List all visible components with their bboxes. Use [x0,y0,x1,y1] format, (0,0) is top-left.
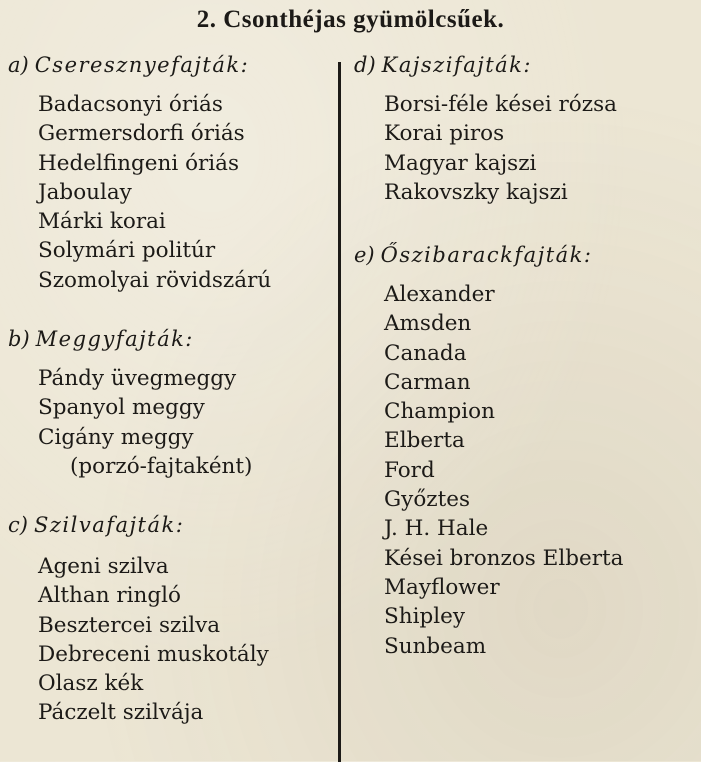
list-item: Elberta [384,428,465,454]
section-heading [354,50,617,86]
list-item: Szomolyai rövidszárú [38,267,272,293]
list-item: Kései bronzos Elberta [384,545,624,571]
section-title: Őszibarackfajták: [380,243,593,267]
section-letter: d) [354,53,376,77]
section-title: Meggyfajták: [35,327,194,351]
list-item: Cigány meggy [38,424,194,450]
variety-list [8,90,271,295]
section-kajszi [354,50,617,207]
list-item: Páczelt szilvája [38,700,204,726]
list-item-note: (porzó-fajtaként) [70,453,253,479]
list-item: Borsi-féle kései rózsa [384,92,617,117]
section-title: Cseresznyefajták: [34,53,250,77]
list-item: Spanyol meggy [38,395,205,421]
section-heading [354,240,623,276]
section-letter: a) [8,53,29,77]
list-item: Champion [384,399,495,425]
list-item: Alexander [384,282,495,307]
page-title: 2. Csonthéjas gyümölcsűek. [196,6,505,33]
list-item: Pándy üvegmeggy [38,366,237,391]
list-item: Sunbeam [384,633,487,659]
list-item: Solymári politúr [38,238,216,264]
list-item: J. H. Hale [384,516,489,542]
list-item: Amsden [384,311,472,337]
list-item: Olasz kék [38,671,144,697]
list-item: Germersdorfi óriás [38,121,245,147]
list-item: Carman [384,369,471,395]
list-item: Győztes [384,487,470,513]
section-cseresznye [8,50,271,295]
section-szilva [8,510,269,728]
column-divider [338,62,341,762]
list-item: Ageni szilva [38,554,169,579]
list-item: Korai piros [384,121,505,147]
list-item: Rakovszky kajszi [384,179,568,205]
list-item: Mayflower [384,574,500,600]
section-heading [8,510,269,546]
list-item: Jaboulay [38,179,132,205]
variety-list [354,280,623,661]
variety-list [8,364,252,481]
section-oszibarack [354,240,623,661]
list-item: Márki korai [38,209,166,235]
section-title: Kajszifajták: [381,53,532,77]
list-item: Ford [384,457,435,483]
list-item: Badacsonyi óriás [38,92,223,117]
list-item: Shipley [384,604,465,630]
variety-list [8,552,269,728]
section-heading [8,324,252,360]
variety-list [354,90,617,207]
section-letter: b) [8,327,30,351]
list-item: Hedelfingeni óriás [38,150,240,176]
list-item: Besztercei szilva [38,612,221,638]
section-meggy [8,324,252,481]
list-item: Althan ringló [38,583,181,609]
list-item: Debreceni muskotály [38,641,269,667]
section-letter: c) [8,513,28,537]
list-item: Canada [384,340,467,366]
section-letter: e) [354,243,375,267]
section-heading [8,50,271,86]
list-item: Magyar kajszi [384,150,537,176]
section-title: Szilvafajták: [33,513,185,537]
